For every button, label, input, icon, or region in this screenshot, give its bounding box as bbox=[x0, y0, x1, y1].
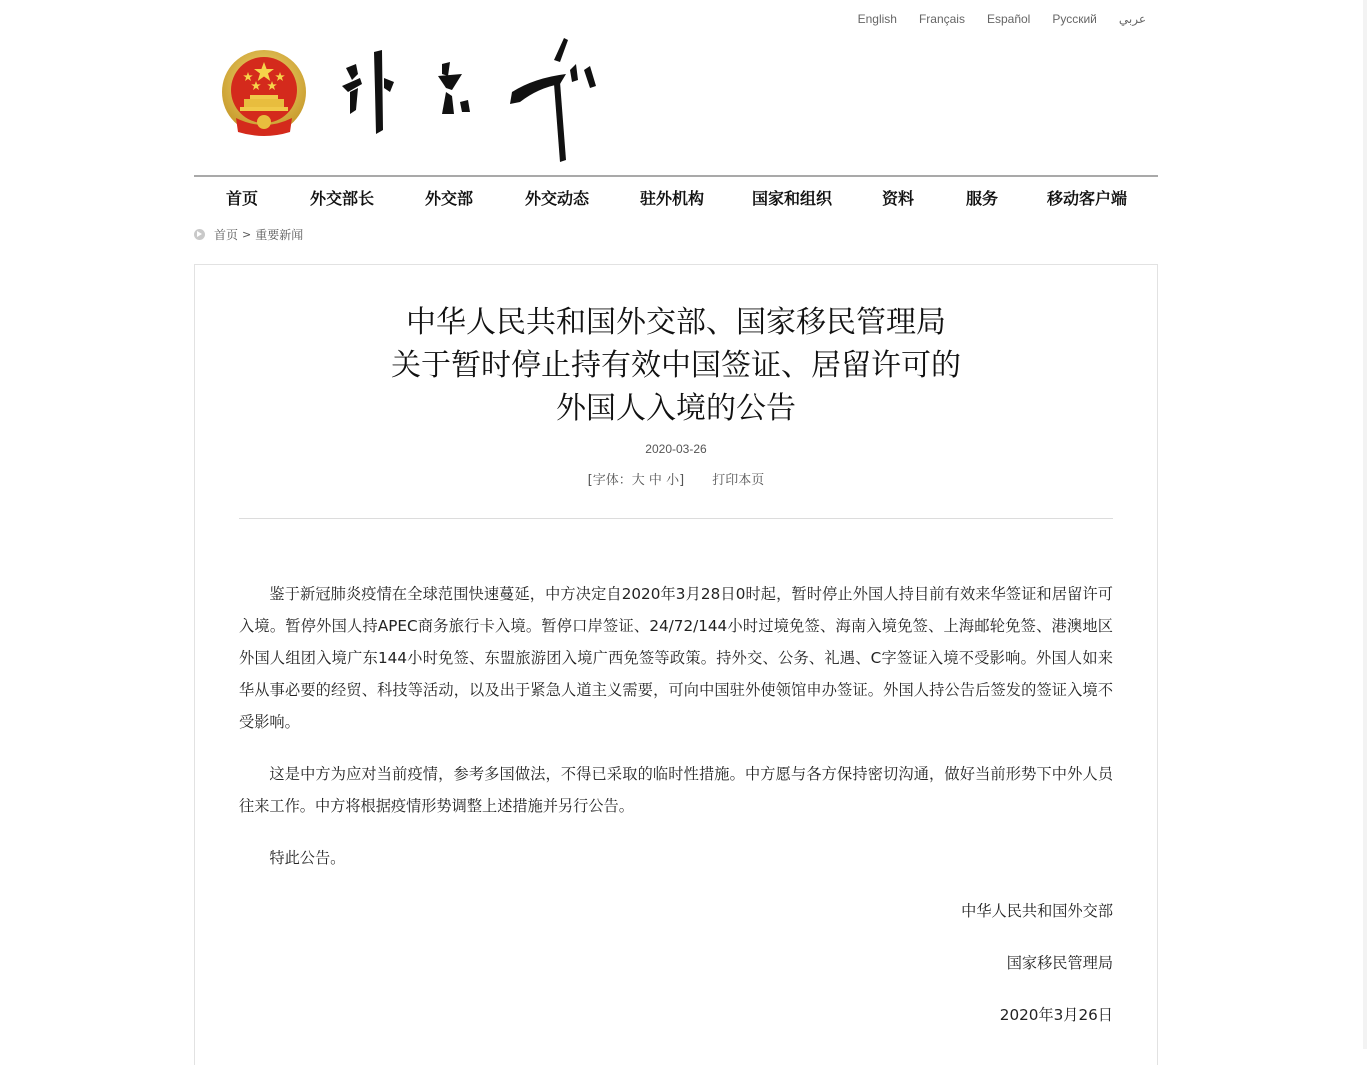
article-tools bbox=[195, 469, 1157, 488]
nav-item-missions[interactable]: 驻外机构 bbox=[640, 189, 705, 208]
font-size-suffix: ] bbox=[679, 473, 685, 488]
breadcrumb bbox=[194, 226, 303, 243]
nav-item-mobile[interactable]: 移动客户端 bbox=[1047, 189, 1128, 208]
lang-arabic-link[interactable]: عربي bbox=[1118, 12, 1146, 26]
nav-item-resources[interactable]: 资料 bbox=[882, 189, 915, 208]
breadcrumb-current[interactable]: 重要新闻 bbox=[255, 228, 304, 242]
divider bbox=[239, 518, 1113, 519]
ministry-calligraphy-logo bbox=[334, 30, 604, 165]
paragraph: 鉴于新冠肺炎疫情在全球范围快速蔓延，中方决定自2020年3月28日0时起，暂时停止外国人持目前有效来华签证和居留许可入境。暂停外国人持APEC商务旅行卡入境。暂停口岸签证、24/72/144小时过境免签、海南入境免签、上海邮轮免签、港澳地区外国人组团入境广东144小时免签、东盟旅游团入境广西免签等政策。持外交、公务、礼遇、C字签证入境不受影响。外国人如来华从事必要的经贸、科技等活动，以及出于紧急人道主义需要，可向中国驻外使领馆申办签证。外国人持公告后签发的签证入境不受影响。 bbox=[239, 585, 1113, 731]
font-size-medium-button[interactable]: 中 bbox=[648, 473, 662, 488]
lang-french-link[interactable]: Français bbox=[918, 12, 965, 26]
paragraph: 特此公告。 bbox=[269, 849, 346, 867]
nav-item-minister[interactable]: 外交部长 bbox=[310, 189, 375, 208]
language-bar bbox=[836, 12, 1146, 26]
lang-russian-link[interactable]: Русский bbox=[1052, 12, 1097, 26]
main-nav bbox=[194, 175, 1158, 219]
font-size-small-button[interactable]: 小 bbox=[666, 473, 680, 488]
lang-english-link[interactable]: English bbox=[857, 12, 897, 26]
signature-ministry: 中华人民共和国外交部 bbox=[961, 902, 1113, 920]
title-line: 外国人入境的公告 bbox=[556, 391, 796, 426]
article-title bbox=[195, 301, 1157, 430]
nav-item-countries[interactable]: 国家和组织 bbox=[752, 189, 833, 208]
nav-item-ministry[interactable]: 外交部 bbox=[425, 189, 474, 208]
article-container bbox=[194, 264, 1158, 1065]
font-size-large-button[interactable]: 大 bbox=[631, 473, 645, 488]
scrollbar[interactable] bbox=[1363, 0, 1367, 1049]
title-line: 关于暂时停止持有效中国签证、居留许可的 bbox=[391, 348, 961, 383]
font-size-prefix: [字体： bbox=[587, 473, 632, 488]
site-header bbox=[194, 30, 1158, 170]
paragraph: 这是中方为应对当前疫情，参考多国做法，不得已采取的临时性措施。中方愿与各方保持密切沟通，做好当前形势下中外人员往来工作。中方将根据疫情形势调整上述措施并另行公告。 bbox=[239, 765, 1113, 815]
title-line: 中华人民共和国外交部、国家移民管理局 bbox=[406, 305, 946, 340]
article-body bbox=[239, 578, 1113, 894]
lang-spanish-link[interactable]: Español bbox=[986, 12, 1031, 26]
signature-immigration: 国家移民管理局 bbox=[1006, 954, 1113, 972]
chevron-right-icon bbox=[194, 229, 205, 240]
nav-item-home[interactable]: 首页 bbox=[226, 189, 259, 208]
breadcrumb-separator: > bbox=[242, 228, 252, 241]
signature-date: 2020年3月26日 bbox=[999, 1006, 1113, 1024]
nav-item-news[interactable]: 外交动态 bbox=[525, 189, 590, 208]
national-emblem-icon bbox=[220, 48, 308, 140]
article-date: 2020-03-26 bbox=[645, 442, 707, 456]
breadcrumb-home[interactable]: 首页 bbox=[214, 228, 239, 242]
nav-item-services[interactable]: 服务 bbox=[966, 189, 999, 208]
print-page-button[interactable]: 打印本页 bbox=[712, 473, 765, 488]
